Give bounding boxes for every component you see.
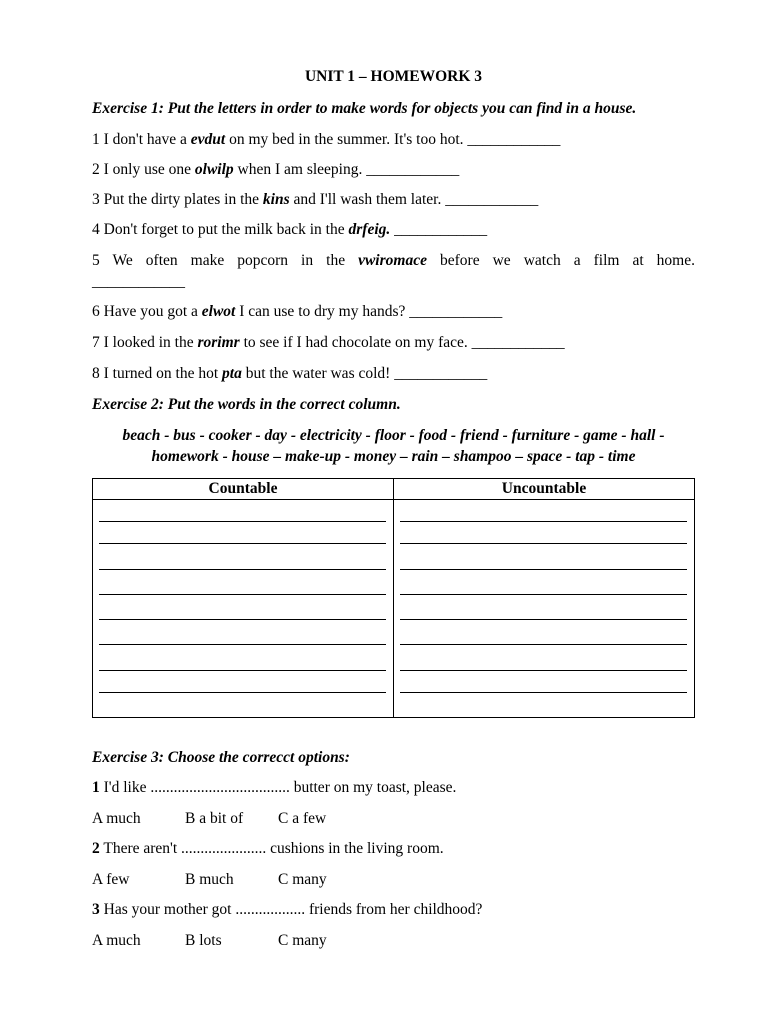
answer-blank[interactable]: ____________	[394, 221, 488, 238]
exercise-2-heading: Exercise 2: Put the words in the correct column.	[92, 396, 401, 413]
answer-blank[interactable]: ____________	[445, 191, 539, 208]
answer-line[interactable]	[99, 692, 386, 693]
options-row	[92, 871, 327, 889]
question-number: 3	[92, 901, 100, 918]
column-header-uncountable: Uncountable	[394, 479, 695, 500]
item-text: 7 I looked in the	[92, 334, 198, 351]
exercise-1-item	[92, 252, 695, 270]
item-text: 8 I turned on the hot	[92, 365, 223, 382]
scrambled-word: drfeig.	[348, 221, 391, 238]
answer-line[interactable]	[400, 569, 687, 570]
option-b[interactable]: B much	[185, 871, 234, 888]
option-b[interactable]: B a bit of	[185, 810, 244, 827]
countable-column[interactable]	[93, 500, 394, 718]
answer-line[interactable]	[400, 619, 687, 620]
question-text: I'd like .................................... butter on my toast, please.	[99, 779, 457, 796]
item-text: before we watch a film at home.	[426, 252, 695, 269]
item-text: 1 I don't have a	[92, 131, 191, 148]
word-bank	[92, 425, 695, 467]
question-text: There aren't ...................... cushions in the living room.	[99, 840, 444, 857]
answer-line[interactable]	[400, 594, 687, 595]
exercise-1-item	[92, 365, 695, 383]
option-a[interactable]: A much	[92, 810, 141, 827]
item-text: but the water was cold!	[241, 365, 395, 382]
exercise-1-item	[92, 221, 695, 239]
options-row	[92, 932, 327, 950]
item-text: I can use to dry my hands?	[235, 303, 410, 320]
item-text: 4 Don't forget to put the milk back in the	[92, 221, 349, 238]
item-text: to see if I had chocolate on my face.	[239, 334, 472, 351]
answer-line[interactable]	[99, 569, 386, 570]
answer-line[interactable]	[400, 644, 687, 645]
question-number: 1	[92, 779, 100, 796]
item-text: 5 We often make popcorn in the	[92, 252, 359, 269]
question	[92, 840, 695, 858]
question	[92, 779, 695, 797]
option-c[interactable]: C a few	[278, 810, 327, 827]
item-text: 2 I only use one	[92, 161, 195, 178]
exercise-1-item	[92, 161, 695, 179]
answer-line[interactable]	[99, 594, 386, 595]
word-bank-line: beach - bus - cooker - day - electricity - floor - food - friend - furniture - game - hall -	[122, 427, 665, 444]
exercise-1-item	[92, 334, 695, 352]
scrambled-word: elwot	[201, 303, 236, 320]
word-bank-line: homework - house – make-up - money – rain – shampoo – space - tap - time	[151, 448, 636, 465]
answer-line[interactable]	[99, 644, 386, 645]
question	[92, 901, 695, 919]
scrambled-word: rorimr	[197, 334, 240, 351]
answer-line[interactable]	[400, 521, 687, 522]
answer-line[interactable]	[400, 543, 687, 544]
scrambled-word: vwiromace	[358, 252, 427, 269]
answer-blank[interactable]: ____________	[366, 161, 460, 178]
item-text: 3 Put the dirty plates in the	[92, 191, 263, 208]
answer-line[interactable]	[400, 670, 687, 671]
answer-line[interactable]	[99, 619, 386, 620]
page-title: UNIT 1 – HOMEWORK 3	[304, 68, 483, 85]
question-text: Has your mother got .................. friends from her childhood?	[99, 901, 483, 918]
exercise-1-item	[92, 303, 695, 321]
option-b[interactable]: B lots	[185, 932, 222, 949]
exercise-1-item	[92, 191, 695, 209]
answer-blank[interactable]: ____________	[394, 365, 488, 382]
option-a[interactable]: A much	[92, 932, 141, 949]
scrambled-word: pta	[222, 365, 242, 382]
exercise-1-item	[92, 131, 695, 149]
question-number: 2	[92, 840, 100, 857]
column-header-countable: Countable	[93, 479, 394, 500]
scrambled-word: kins	[262, 191, 290, 208]
options-row	[92, 810, 326, 828]
answer-blank[interactable]: ____________	[409, 303, 503, 320]
scrambled-word: evdut	[190, 131, 226, 148]
item-text: when I am sleeping.	[233, 161, 367, 178]
item-text: 6 Have you got a	[92, 303, 202, 320]
answer-line[interactable]	[99, 670, 386, 671]
exercise-1-item-blank	[92, 273, 695, 291]
option-a[interactable]: A few	[92, 871, 130, 888]
answer-line[interactable]	[99, 521, 386, 522]
exercise-3-heading: Exercise 3: Choose the correcct options:	[92, 749, 350, 766]
option-c[interactable]: C many	[278, 871, 327, 888]
item-text: and I'll wash them later.	[289, 191, 446, 208]
uncountable-column[interactable]	[394, 500, 695, 718]
scrambled-word: olwilp	[194, 161, 234, 178]
sorting-table	[92, 478, 695, 718]
answer-line[interactable]	[400, 692, 687, 693]
answer-blank[interactable]: ____________	[92, 273, 185, 290]
item-text: on my bed in the summer. It's too hot.	[225, 131, 468, 148]
exercise-1-heading: Exercise 1: Put the letters in order to make words for objects you can find in a house.	[92, 100, 637, 117]
option-c[interactable]: C many	[278, 932, 327, 949]
answer-line[interactable]	[99, 543, 386, 544]
answer-blank[interactable]: ____________	[471, 334, 565, 351]
answer-blank[interactable]: ____________	[467, 131, 561, 148]
